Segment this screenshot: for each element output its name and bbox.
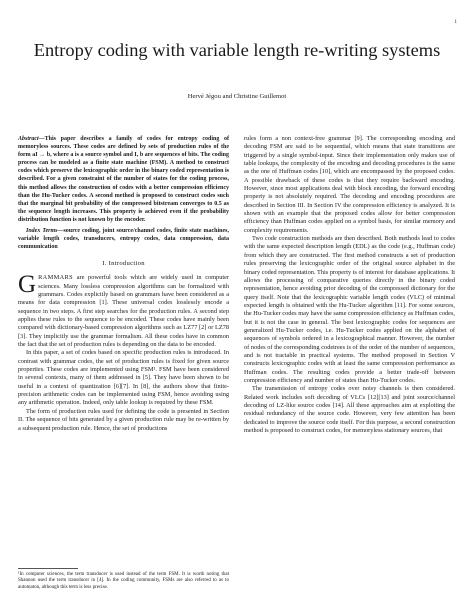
- intro-paragraph-3: The form of production rules used for defining the code is presented in Section II. The sequence of bits generated by a given production rule may be re-written by a subsequent production rule. Hence, the set of productions: [18, 407, 229, 432]
- paper-title: Entropy coding with variable length re-writing systems: [33, 40, 441, 60]
- abstract-body: —This paper describes a family of codes for entropy coding of memoryless sources. These codes are defined by sets of production rules of the form aI → b, where a is a source symbol and I, b are sequences of bits. The coding process can be modeled as a finite state machine (FSM). A method to construct codes which preserve the lexicographic order in the binary coded representation is described. For a given constraint of the number of states for the coding process, this method allows the construction of codes with a better compression efficiency than the Hu-Tucker codes. A second method is proposed to construct codes such that the marginal bit probability of the compressed bitstream converges to 0.5 as the sequence length increases. This property is achieved even if the probability distribution function is not known by the encoder.: [18, 136, 229, 223]
- footnote: ¹In computer sciences, the term transducer is used instead of the term FSM. It is worth noting that Shannon used the term transducer in [4]. In the coding community, FSMs are also referred to as to automaton, although this term is less precise.: [18, 572, 229, 590]
- abstract: [18, 135, 229, 224]
- authors: Hervé Jégou and Christine Guillemot: [187, 93, 287, 100]
- right-column: [244, 135, 455, 435]
- index-terms-lead: Index Terms: [26, 228, 58, 235]
- page-number: 1: [454, 20, 457, 25]
- index-terms: [18, 227, 229, 251]
- intro-paragraph-1: [18, 271, 229, 349]
- index-terms-body: —source coding, joint source/channel codes, finite state machines, variable length codes, transducers, entropy codes, data compression, data communication: [18, 228, 230, 251]
- section-heading: I. Introduction: [102, 260, 145, 268]
- intro-smallcaps: RAMMARS: [38, 274, 74, 282]
- abstract-lead: Abstract: [18, 136, 39, 142]
- intro-p1-text: are powerful tools which are widely used in computer sciences. Many lossless compression algorithms can be formalized with grammars. Codes explicitly based on grammars have been considered as a means for data compression [1]. These universal codes losslessly encode a sequence in two steps. A first step searches for the production rules. A second step applies these rules to the sequence to be encoded. These codes have mainly been compared with dictionary-based compression algorithms such as LZ77 [2] or LZ78 [3]. They implicitly use the grammar formalism. All these codes have in common the fact that the set of production rules is depending on the data to be encoded.: [18, 274, 229, 349]
- left-column: [18, 135, 229, 433]
- right-paragraph-2: Two code construction methods are then described. Both methods lead to codes with the same expected description length (EDL) as the code (e.g., Huffman code) from which they are constructed. The first method constructs a set of production rules preserving the lexicographic order of the original source alphabet in the binary coded representation. This property is of interest for database applications. It allows the processing of comparative queries directly in the binary coded representation, hence avoiding prior decoding of the compressed dictionary for the query itself. Note that the lexicographic variable length codes (VLC) of minimal expected length is obtained with the Hu-Tucker algorithm [11]. For some sources, the Hu-Tucker codes may have the same compression efficiency as Huffman codes, but it is not the case in general. The best lexicographic codes for sequences are generalized Hu-Tucker codes, i.e. Hu-Tucker codes applied on the alphabet of sequences of symbols ordered in a lexicographical manner. However, the number of nodes of the corresponding codetrees is of the order of the number of sequences, and is not tractable in practical systems. The method proposed in Section V constructs lexicographic codes with at least the same compression performance as Huffman codes. The resulting codes provide a better trade-off between compression efficiency and number of states than Hu-Tucker codes.: [244, 235, 455, 384]
- footnote-rule: [18, 568, 78, 569]
- right-paragraph-1: rules form a non context-free grammar [9]. The corresponding encoding and decoding FSM are said to be sequential, which means that state transitions are triggered by a single symbol-input. Since their implementation only makes use of table lookups, the complexity of the encoding and decoding procedures is the same as the one of Huffman codes [10], which are encompassed by the proposed codes. A possible drawback of these codes is that they require backward encoding. However, since most applications deal with block encoding, the forward encoding property is not absolutely required. The decoding and encoding procedures are described in Section III. In Section IV the compression efficiency is analyzed. It is shown with an example that the proposed codes allow for better compression efficiency than Huffman codes applied on a symbol basis, for similar memory and complexity requirements.: [244, 135, 455, 234]
- right-paragraph-3: The transmission of entropy codes over noisy channels is then considered. Related work includes soft decoding of VLCs [12][13] and joint source/channel decoding of LZ-like source codes [14]. All these approaches aim at exploiting the residual redundancy of the source code. However, very few attention has been dedicated to improve the source code itself. For this purpose, a second construction method is proposed to construct codes, for memoryless stationary sources, that: [244, 385, 455, 435]
- intro-paragraph-2: In this paper, a set of codes based on specific production rules is introduced. In contrast with grammar codes, the set of production rules is fixed for given source properties. These codes are implemented using FSM¹. FSM have been considered in several contexts, many of them addressed in [5]. They have been shown to be useful in a context of quantization [6][7]. In [8], the authors show that finite-precision arithmetic codes can be implemented using FSM, hence avoiding using any arithmetic operation. Indeed, only table lookup is required by these FSM.: [18, 349, 229, 407]
- drop-cap: G: [18, 271, 37, 299]
